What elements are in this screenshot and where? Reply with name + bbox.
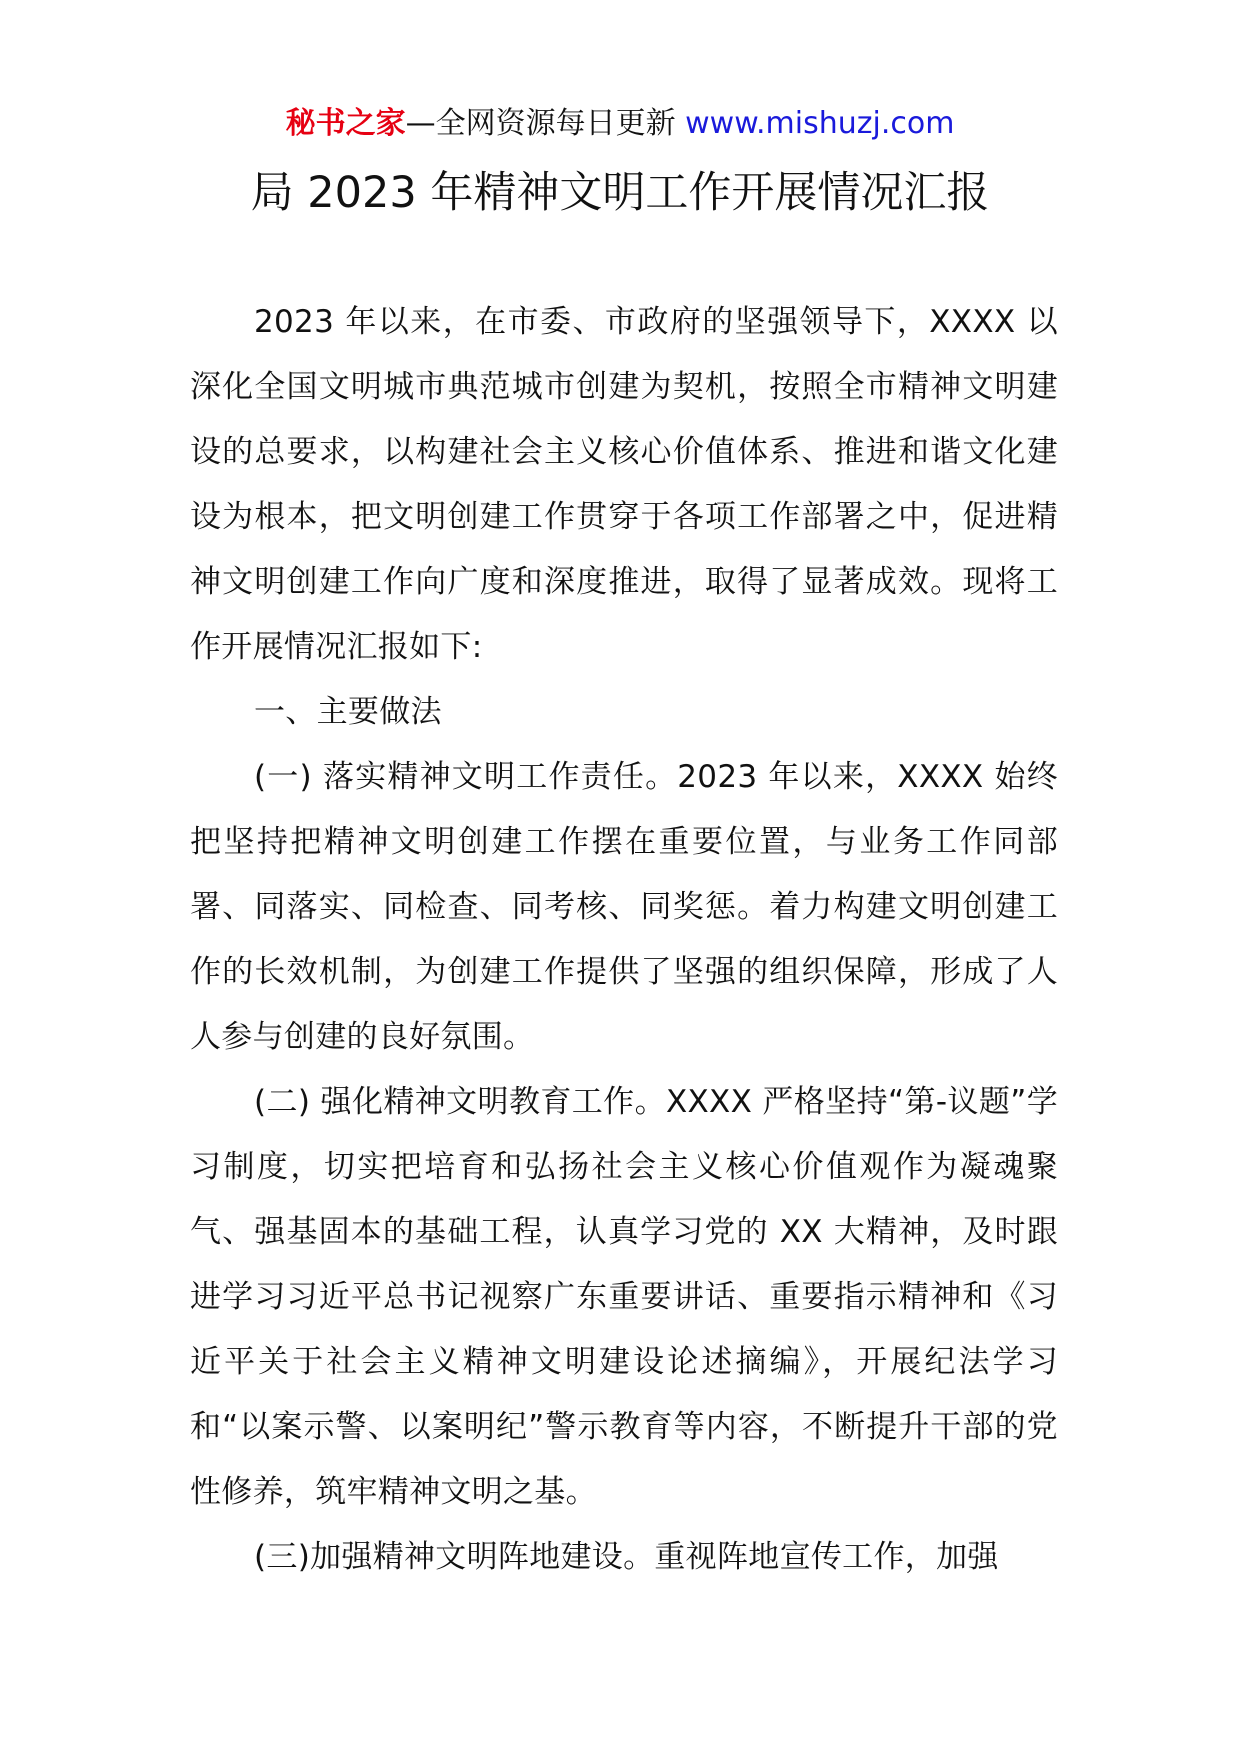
site-url-link[interactable]: www.mishuzj.com: [685, 106, 955, 141]
paragraph-item-1: (一) 落实精神文明工作责任。2023 年以来，XXXX 始终把坚持把精神文明创建工作摆在重要位置，与业务工作同部署、同落实、同检查、同考核、同奖惩。着力构建文明创建工作的长效机制，为创建工作提供了坚强的组织保障，形成了人人参与创建的良好氛围。: [190, 759, 1058, 1055]
brand-name: 秘书之家: [285, 106, 406, 141]
paragraph-item-3: (三)加强精神文明阵地建设。重视阵地宣传工作，加强: [254, 1539, 999, 1575]
document-title: 局 2023 年精神文明工作开展情况汇报: [250, 168, 990, 218]
header-tagline: —全网资源每日更新: [405, 106, 686, 141]
header-banner: [0, 104, 1240, 144]
section-heading: 一、主要做法: [254, 694, 442, 730]
document-body: [190, 290, 1058, 1590]
paragraph-item-2: (二) 强化精神文明教育工作。XXXX 严格坚持“第-议题”学习制度，切实把培育和弘扬社会主义核心价值观作为凝魂聚气、强基固本的基础工程，认真学习党的 XX 大精神，及时跟进学习习近平总书记视察广东重要讲话、重要指示精神和《习近平关于社会主义精神文明建设论述摘编》，开展纪法学习和“以案示警、以案明纪”警示教育等内容，不断提升干部的党性修养，筑牢精神文明之基。: [190, 1084, 1058, 1510]
intro-paragraph: 2023 年以来，在市委、市政府的坚强领导下，XXXX 以深化全国文明城市典范城市创建为契机，按照全市精神文明建设的总要求，以构建社会主义核心价值体系、推进和谐文化建设为根本，把文明创建工作贯穿于各项工作部署之中，促进精神文明创建工作向广度和深度推进，取得了显著成效。现将工作开展情况汇报如下:: [190, 304, 1058, 665]
